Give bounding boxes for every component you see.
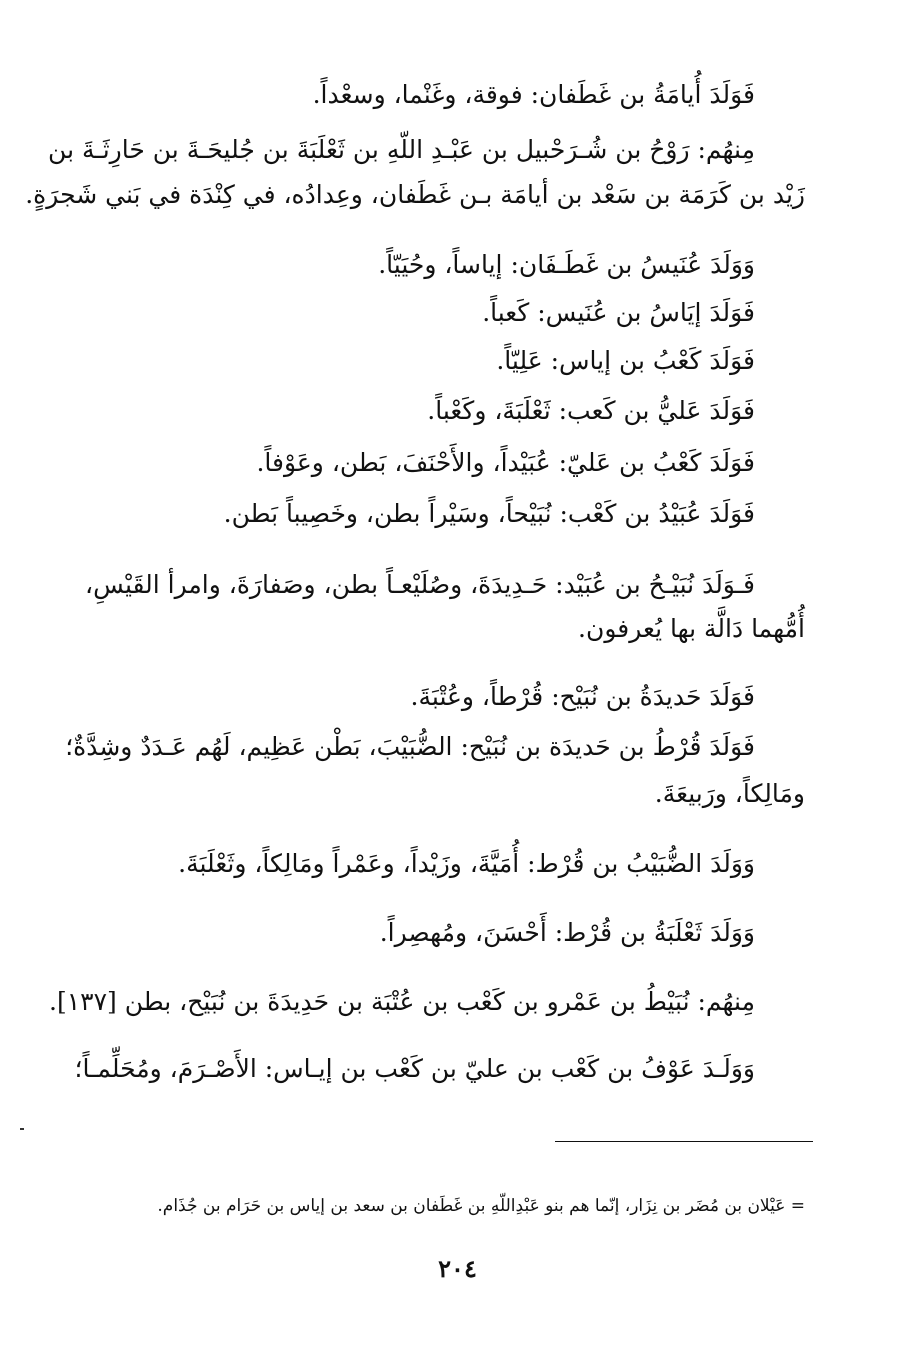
text-line-8: فَوَلَدَ كَعْبُ بن عَليّ: عُبَيْداً، والأَحْنَفَ، بَطن، وعَوْفاً.	[256, 448, 755, 477]
margin-mark	[20, 1128, 24, 1130]
text-line-4: وَوَلَدَ عُنَيسُ بن غَطَـفَان: إياساً، وحُيَيّاً.	[378, 250, 755, 279]
text-line-7: فَوَلَدَ عَليُّ بن كَعب: ثَعْلَبَةَ، وكَعْباً.	[427, 396, 755, 425]
text-line-16: وَوَلَدَ ثَعْلَبَةُ بن قُرْط: أَحْسَنَ، ومُهصِراً.	[379, 918, 755, 947]
text-line-14: ومَالِكاً، ورَبيعَةَ.	[654, 779, 805, 808]
page-number: ٢٠٤	[438, 1254, 477, 1283]
text-line-12: فَوَلَدَ حَديدَةُ بن نُبَيْح: قُرْطاً، وعُتْبَةَ.	[410, 682, 755, 711]
text-line-11: أُمُّهما دَالَّة بها يُعرفون.	[578, 614, 805, 643]
text-line-1: فَوَلَدَ أُيامَةُ بن غَطَفان: فوقة، وغَنْما، وسعْداً.	[312, 80, 755, 109]
text-line-6: فَوَلَدَ كَعْبُ بن إياس: عَلِيّاً.	[496, 346, 755, 375]
text-line-15: وَوَلَدَ الضُّبَيْبُ بن قُرْط: أُمَيَّةَ، وزَيْداً، وعَمْراً ومَالِكاً، وثَعْلَبَةَ.	[178, 849, 755, 878]
text-line-3: زَيْد بن كَرَمَة بن سَعْد بن أيامَة بـن غَطَفان، وعِدادُه، في كِنْدَة في بَني شَجرَةٍ.	[25, 180, 805, 209]
text-line-9: فَوَلَدَ عُبَيْدُ بن كَعْب: نُبَيْحاً، وسَيْراً بطن، وخَصِيباً بَطن.	[223, 499, 755, 528]
footnote-divider	[555, 1141, 813, 1142]
text-line-17: مِنهُم: نُبَيْطُ بن عَمْرو بن كَعْب بن عُتْبَة بن حَدِيدَةَ بن نُبَيْح، بطن [١٣٧].	[49, 987, 755, 1016]
text-line-2: مِنهُم: رَوْحُ بن شُـرَحْبيل بن عَبْـدِ اللّهِ بن ثَعْلَبَةَ بن جُليحَـةَ بن حَارِثَـةَ بن	[48, 135, 755, 164]
footnote: = عَيْلان بن مُضَر بن نِزَار، إنّما هم بنو عَبْدِاللّهِ بن غَطَفان بن سعد بن إياس بن حَرَام بن جُذَام.	[157, 1196, 805, 1216]
text-line-10: فَـوَلَدَ نُبَيْـحُ بن عُبَيْد: حَـدِيدَةَ، وصُلَيْعـاً بطن، وصَفارَةَ، وامرأ القَيْسِ،	[85, 570, 755, 599]
text-line-5: فَوَلَدَ إيَاسُ بن عُنَيس: كَعباً.	[482, 298, 755, 327]
text-line-18: وَوَلَـدَ عَوْفُ بن كَعْب بن عليّ بن كَعْب بن إيـاس: الأَصْـرَمَ، ومُحَلِّمـاً؛	[74, 1054, 755, 1083]
text-line-13: فَوَلَدَ قُرْطُ بن حَديدَة بن نُبَيْح: الضُّبَيْبَ، بَطْن عَظِيم، لَهُم عَـدَدٌ وشِدَّةٌ؛	[65, 732, 755, 761]
